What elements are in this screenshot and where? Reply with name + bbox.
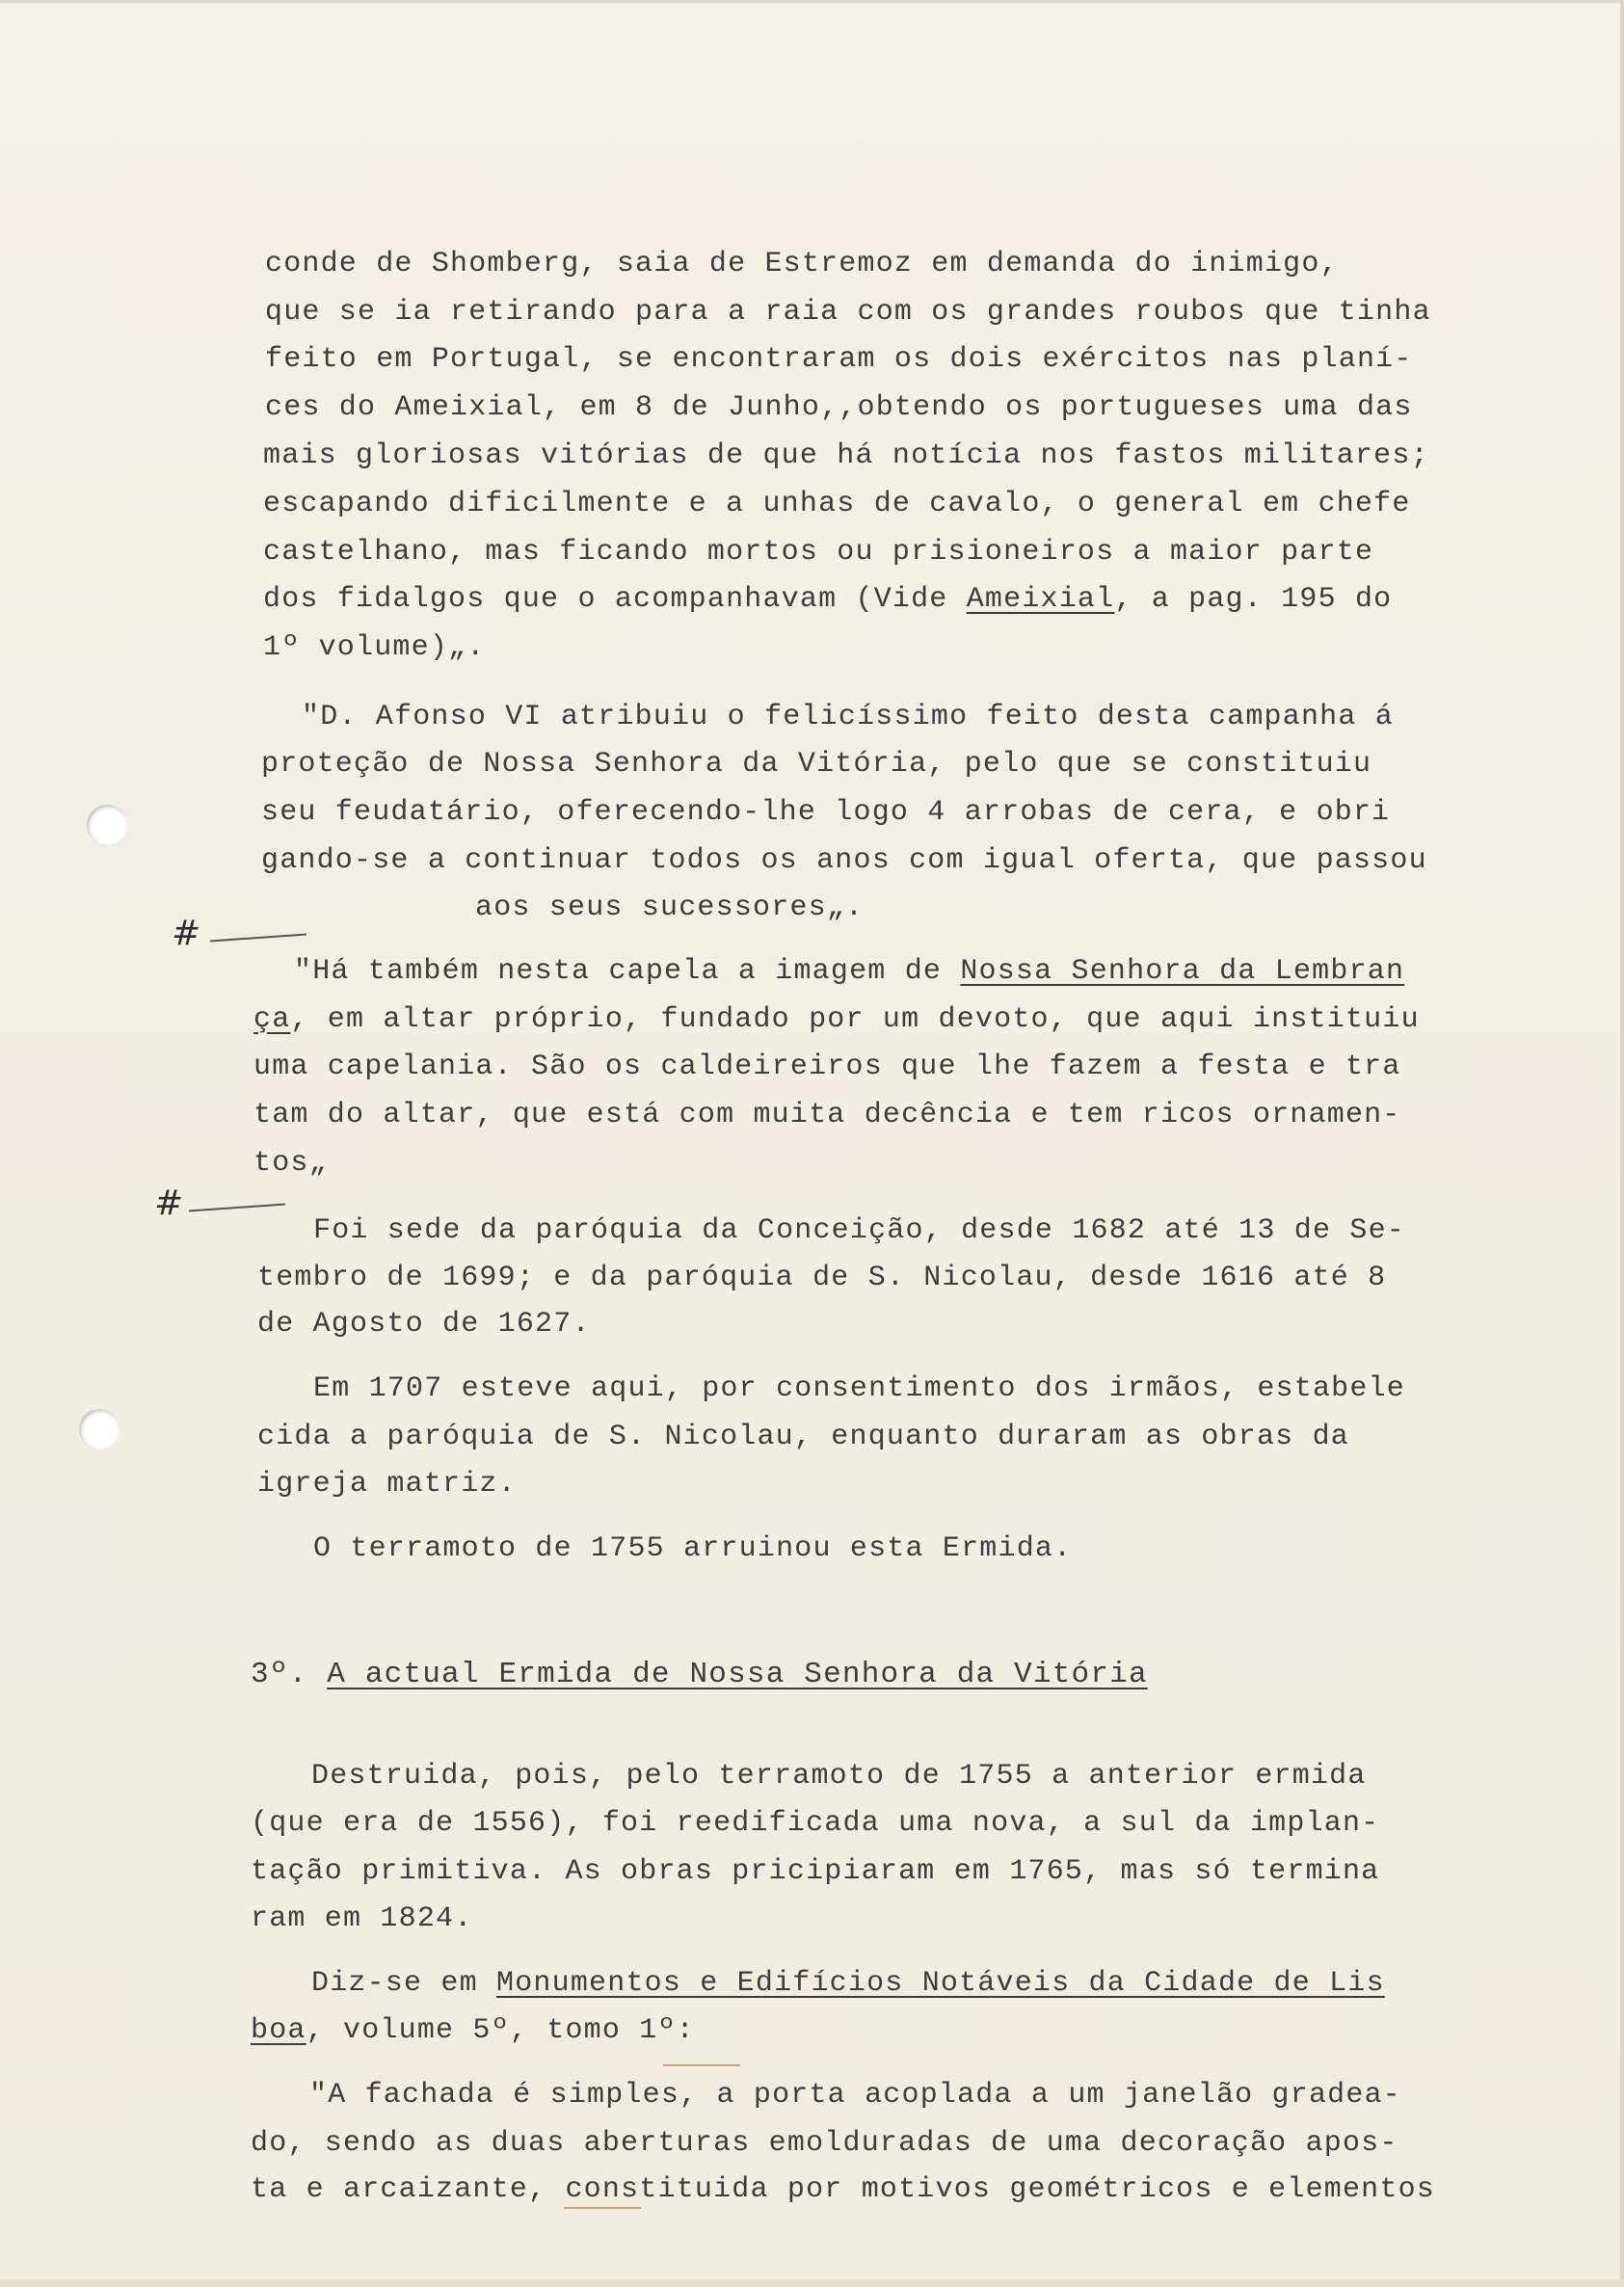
- section-number: 3º.: [251, 1658, 308, 1691]
- margin-mark: #: [154, 1183, 184, 1223]
- text-line: ta e arcaizante, constituida por motivos geométricos e elementos: [251, 2173, 1435, 2206]
- text-line: proteção de Nossa Senhora da Vitória, pelo que se constituiu: [261, 748, 1372, 781]
- section-title: A actual Ermida de Nossa Senhora da Vitória: [327, 1658, 1148, 1691]
- reference-continuation: boa: [251, 2014, 306, 2047]
- text-line: seu feudatário, oferecendo-lhe logo 4 arrobas de cera, e obri: [261, 796, 1391, 829]
- text-line: ram em 1824.: [251, 1902, 473, 1935]
- text-line: feito em Portugal, se encontraram os dois exércitos nas planí-: [265, 343, 1413, 376]
- text-line: que se ia retirando para a raia com os grandes roubos que tinha: [265, 296, 1431, 329]
- text-line: 1º volume)„.: [263, 631, 486, 664]
- margin-mark-stroke: [189, 1204, 285, 1212]
- text-line: [251, 2013, 695, 2048]
- page-bottom-edge: [0, 2279, 1624, 2287]
- text-segment: , a pag. 195 do: [1114, 583, 1393, 616]
- reference-continuation: ça: [253, 1003, 291, 1036]
- text-line: mais gloriosas vitórias de que há notícia nos fastos militares;: [263, 439, 1429, 472]
- text-line: do, sendo as duas aberturas emolduradas de uma decoração apos-: [251, 2127, 1398, 2160]
- text-line: tação primitiva. As obras pricipiaram em 1765, mas só termina: [251, 1855, 1380, 1888]
- text-line: igreja matriz.: [257, 1468, 517, 1501]
- text-line: [311, 1966, 1385, 2001]
- text-line: tembro de 1699; e da paróquia de S. Nicolau, desde 1616 até 8: [257, 1262, 1387, 1294]
- text-segment: "Há também nesta capela a imagem de: [294, 955, 961, 988]
- text-line: (que era de 1556), foi reedificada uma nova, a sul da implan-: [251, 1807, 1380, 1840]
- text-line: gando-se a continuar todos os anos com igual oferta, que passou: [261, 844, 1427, 877]
- reference-nossa-senhora-lembranca: Nossa Senhora da Lembran: [960, 955, 1405, 988]
- text-line: escapando dificilmente e a unhas de cavalo, o general em chefe: [263, 488, 1411, 520]
- text-line: "A fachada é simples, a porta acoplada a um janelão gradea-: [309, 2079, 1401, 2112]
- text-line: O terramoto de 1755 arruinou esta Ermida.: [313, 1532, 1073, 1565]
- punch-hole: [87, 805, 127, 845]
- margin-mark: #: [172, 914, 201, 953]
- text-line: tos„: [253, 1147, 328, 1180]
- text-line: "D. Afonso VI atribuiu o felicíssimo feito desta campanha á: [302, 701, 1394, 733]
- text-line: [294, 954, 1404, 989]
- text-line: conde de Shomberg, saia de Estremoz em demanda do inimigo,: [265, 248, 1339, 280]
- margin-mark-stroke: [210, 934, 306, 943]
- text-line: cida a paróquia de S. Nicolau, enquanto duraram as obras da: [257, 1421, 1349, 1453]
- text-segment: , volume 5º, tomo 1º:: [306, 2014, 695, 2047]
- text-segment: , em altar próprio, fundado por um devoto, que aqui instituiu: [290, 1003, 1420, 1036]
- reference-monumentos: Monumentos e Edifícios Notáveis da Cidade de Lis: [496, 1967, 1385, 2000]
- reference-ameixial: Ameixial: [966, 583, 1115, 616]
- text-line: uma capelania. São os caldeireiros que lhe fazem a festa e tra: [253, 1050, 1401, 1083]
- pencil-stroke: [663, 2064, 740, 2066]
- text-line: castelhano, mas ficando mortos ou prisioneiros a maior parte: [263, 536, 1374, 569]
- pencil-stroke: [564, 2207, 641, 2209]
- text-segment: dos fidalgos que o acompanhavam (Vide: [263, 583, 967, 616]
- page-right-edge: [1620, 0, 1624, 2287]
- text-segment: Diz-se em: [311, 1967, 497, 2000]
- page-top-edge: [0, 0, 1624, 3]
- text-line: de Agosto de 1627.: [257, 1308, 591, 1341]
- text-line: aos seus sucessores„.: [475, 891, 865, 924]
- text-line: tam do altar, que está com muita decência e tem ricos ornamen-: [253, 1099, 1401, 1131]
- text-line: [253, 1002, 1420, 1037]
- text-line: [263, 582, 1392, 617]
- punch-hole: [79, 1409, 120, 1449]
- text-line: ces do Ameixial, em 8 de Junho,,obtendo os portugueses uma das: [265, 391, 1413, 424]
- text-line: Destruida, pois, pelo terramoto de 1755 a anterior ermida: [311, 1760, 1367, 1793]
- text-line: Em 1707 esteve aqui, por consentimento dos irmãos, estabele: [313, 1372, 1405, 1405]
- section-heading: [251, 1658, 1148, 1692]
- text-line: Foi sede da paróquia da Conceição, desde 1682 até 13 de Se-: [313, 1214, 1405, 1247]
